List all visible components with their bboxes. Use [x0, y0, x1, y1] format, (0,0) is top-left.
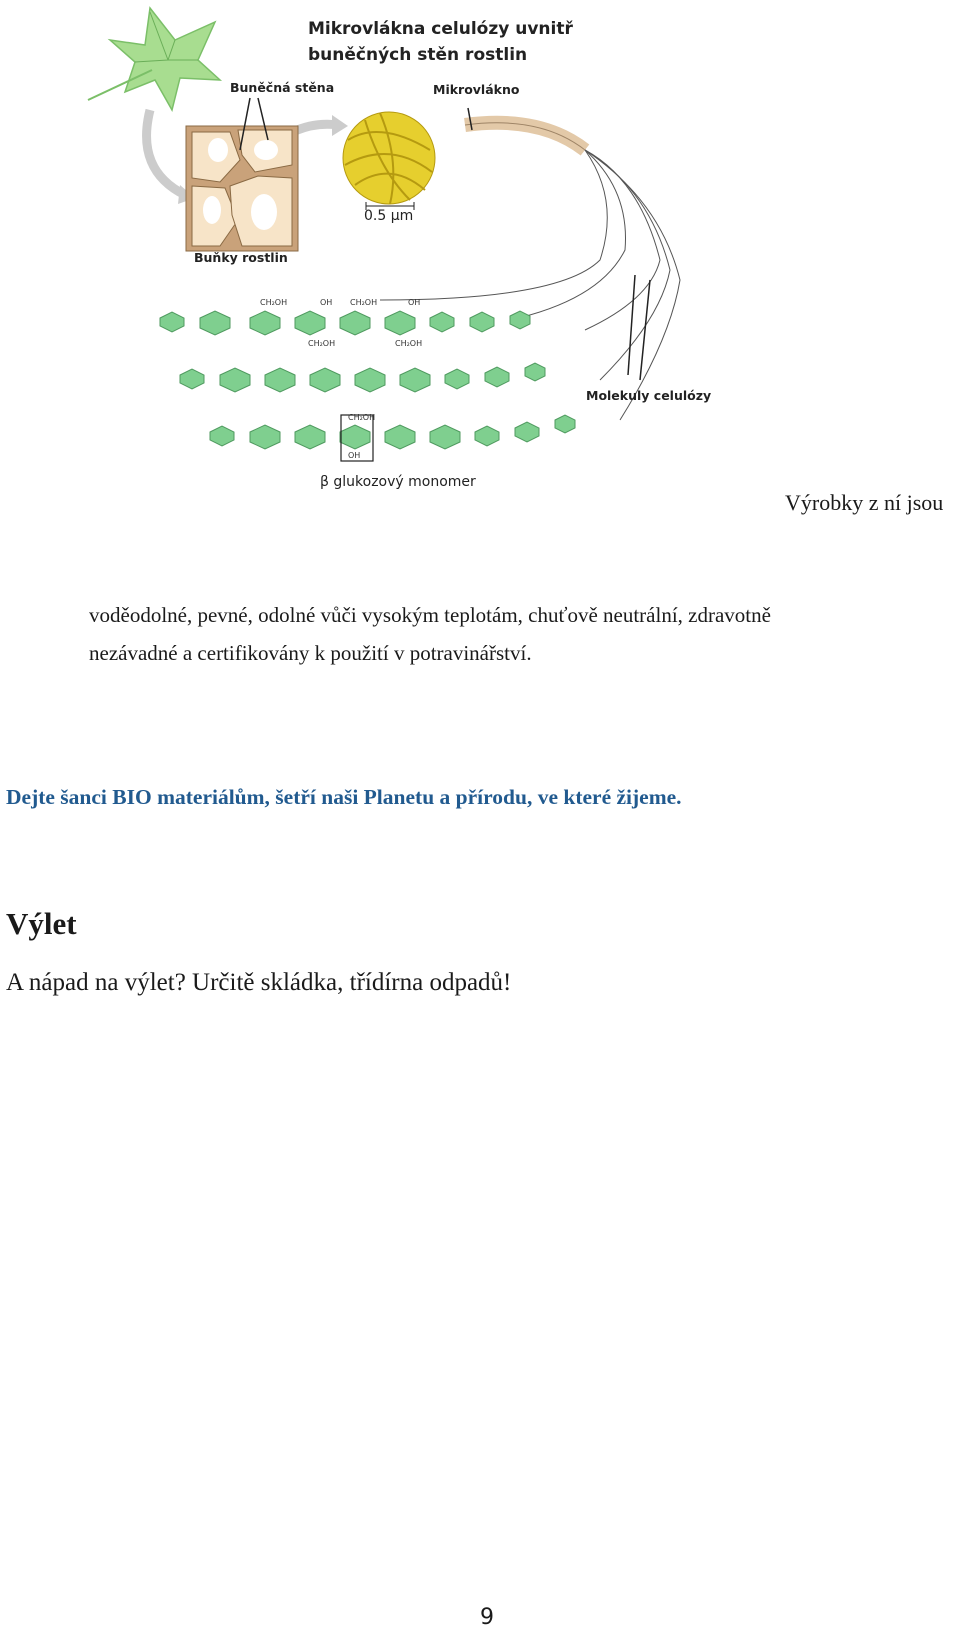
- group-label: OH: [348, 451, 361, 460]
- section-heading: Výlet: [6, 906, 77, 941]
- cellulose-figure: [80, 0, 740, 520]
- label-monomer: β glukozový monomer: [320, 474, 476, 490]
- figure-title-line1: Mikrovlákna celulózy uvnitř: [308, 19, 573, 39]
- group-label: CH₂OH: [348, 413, 376, 422]
- products-paragraph: [89, 596, 909, 672]
- side-text: Výrobky z ní jsou: [785, 490, 944, 515]
- slogan: Dejte šanci BIO materiálům, šetří naši Planetu a přírodu, ve které žijeme.: [6, 785, 682, 809]
- group-label: OH: [408, 298, 421, 307]
- plant-cells-illustration: [186, 126, 298, 251]
- trip-line: A nápad na výlet? Určitě skládka, třídírna odpadů!: [6, 969, 512, 996]
- figure-title-line2: buněčných stěn rostlin: [308, 45, 528, 65]
- label-cell-wall: Buněčná stěna: [230, 80, 335, 95]
- label-cellulose-molecules: Molekuly celulózy: [586, 388, 712, 403]
- group-label: CH₂OH: [350, 298, 378, 307]
- group-label: CH₂OH: [260, 298, 288, 307]
- microfibril-strand: [465, 123, 585, 150]
- group-label: CH₂OH: [308, 339, 336, 348]
- label-microfibril: Mikrovlákno: [433, 82, 520, 97]
- paragraph-line: voděodolné, pevné, odolné vůči vysokým teplotám, chuťově neutrální, zdravotně: [89, 603, 771, 627]
- arrow-to-cells: [147, 110, 185, 195]
- label-plant-cells: Buňky rostlin: [194, 250, 288, 265]
- group-label: OH: [320, 298, 333, 307]
- group-label: CH₂OH: [395, 339, 423, 348]
- label-scale: 0.5 μm: [364, 208, 414, 224]
- leaf-illustration: [88, 8, 220, 110]
- paragraph-line: nezávadné a certifikovány k použití v potravinářství.: [89, 641, 532, 665]
- microfibril-illustration: [343, 112, 435, 210]
- glucose-chains: [160, 298, 575, 461]
- page-number: 9: [480, 1605, 494, 1630]
